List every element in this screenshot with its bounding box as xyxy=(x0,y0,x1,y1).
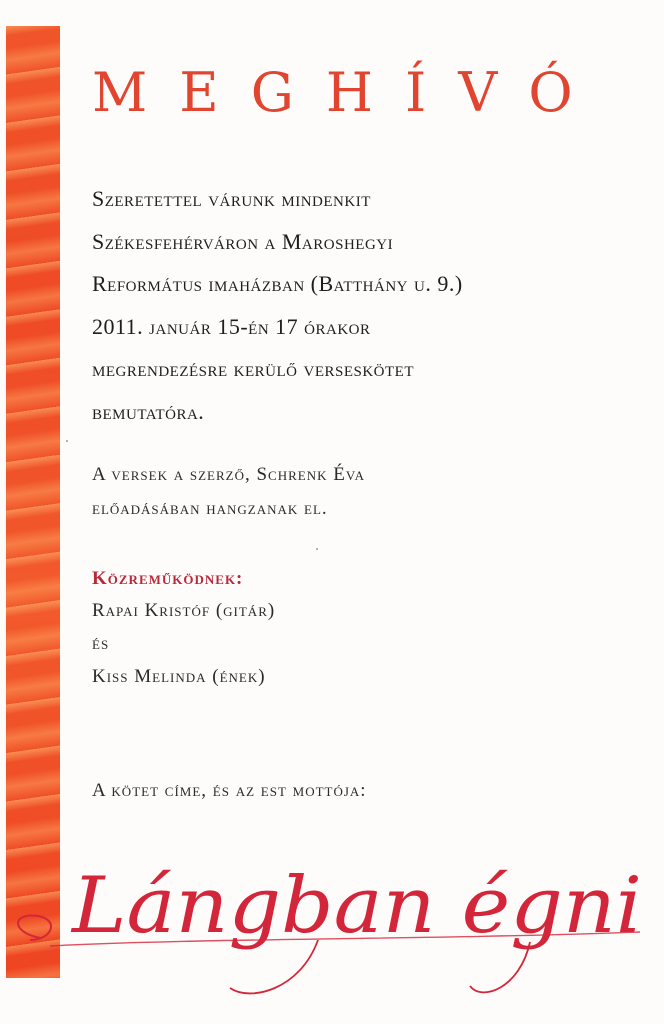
contributors-label: Közreműködnek: xyxy=(92,568,244,589)
scan-speck xyxy=(316,548,318,550)
invitation-line: Református imaházban (Batthány u. 9.) xyxy=(92,271,463,296)
performance-note xyxy=(92,458,652,526)
contributor-line: Rapai Kristóf (gitár) xyxy=(92,600,276,621)
invitation-text xyxy=(92,178,664,433)
page-title: MEGHÍVÓ xyxy=(92,61,605,124)
scan-speck xyxy=(66,440,68,442)
invitation-line: 2011. január 15-én 17 órakor xyxy=(92,313,371,339)
flourish-swirl xyxy=(18,915,51,940)
invitation-line: bemutatóra. xyxy=(92,398,205,424)
book-title-text: Lángban égni xyxy=(69,861,643,951)
invitation-line: Székesfehérváron a Maroshegyi xyxy=(92,228,394,254)
book-title-script xyxy=(0,820,664,1010)
contributors-list xyxy=(92,594,275,693)
invitation-line: megrendezésre kerülő verseskötet xyxy=(92,356,414,381)
motto-label: A kötet címe, és az est mottója: xyxy=(92,780,367,801)
performance-line: előadásában hangzanak el. xyxy=(92,498,328,519)
contributor-line: és xyxy=(92,633,110,654)
contributor-line: Kiss Melinda (ének) xyxy=(92,666,266,687)
invitation-line: Szeretettel várunk mindenkit xyxy=(92,186,371,211)
performance-line: A versek a szerző, Schrenk Éva xyxy=(92,464,365,485)
